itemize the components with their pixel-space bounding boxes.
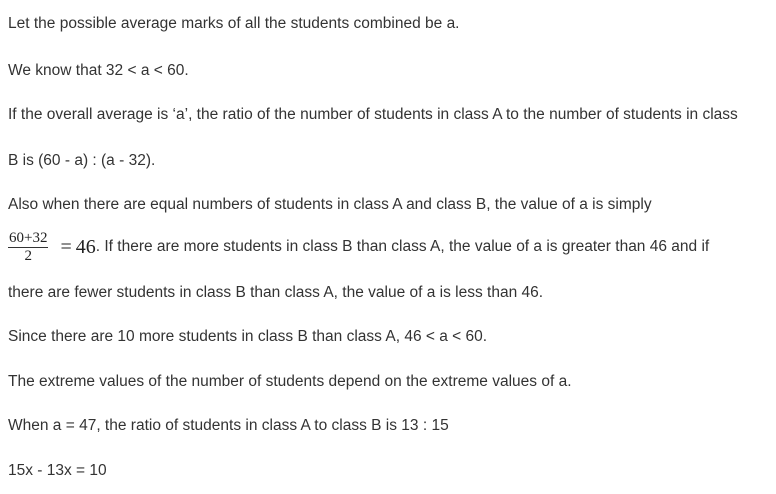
- fraction-denominator: 2: [24, 247, 32, 264]
- fraction: [8, 231, 48, 264]
- text-line-average-definition: Let the possible average marks of all the students combined be a.: [8, 15, 460, 32]
- text-line-a-equals-47: When a = 47, the ratio of students in class A to class B is 13 : 15: [8, 417, 449, 434]
- text-line-ratio-intro: If the overall average is ‘a’, the ratio of the number of students in class A to the number of students in class: [8, 106, 738, 123]
- fraction-numerator: 60+32: [9, 229, 48, 246]
- text-line-known-range: We know that 32 < a < 60.: [8, 62, 189, 79]
- math-result: 46: [75, 235, 96, 258]
- text-line-fewer-in-b: there are fewer students in class B than class A, the value of a is less than 46.: [8, 284, 544, 301]
- math-expression-line: [8, 230, 709, 264]
- text-line-ten-more: Since there are 10 more students in class B than class A, 46 < a < 60.: [8, 328, 488, 345]
- text-line-ratio-value: B is (60 - a) : (a - 32).: [8, 152, 156, 169]
- equals-sign: =: [60, 235, 72, 258]
- text-line-equation: 15x - 13x = 10: [8, 462, 107, 479]
- text-line-extreme-values: The extreme values of the number of students depend on the extreme values of a.: [8, 373, 572, 390]
- text-line-more-in-b: . If there are more students in class B than class A, the value of a is greater than 46 and if: [95, 238, 710, 255]
- text-line-equal-numbers: Also when there are equal numbers of students in class A and class B, the value of a is simply: [8, 196, 652, 213]
